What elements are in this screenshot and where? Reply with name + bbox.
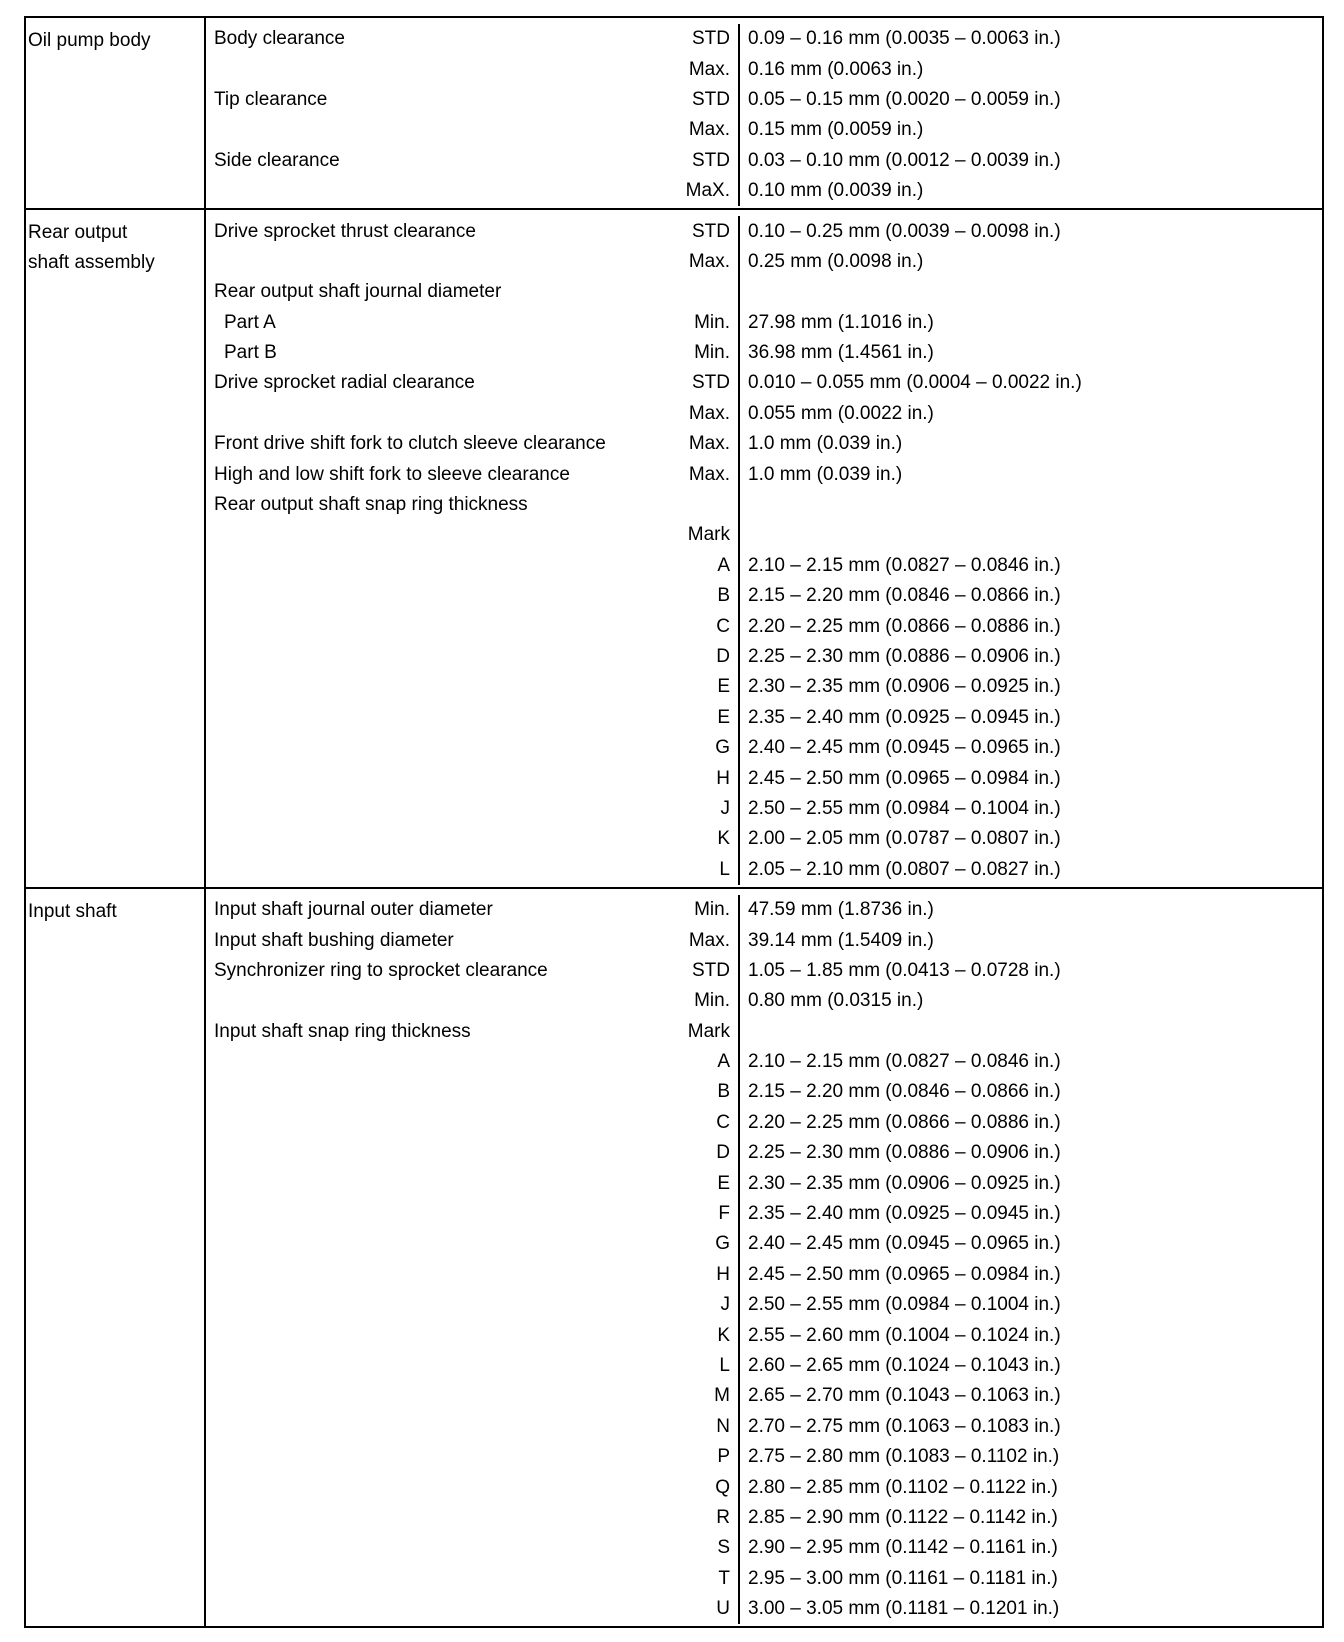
specification-table [24,16,1324,1628]
spec-value: 2.95 – 3.00 mm (0.1161 – 0.1181 in.) [738,1564,1322,1594]
spec-row [206,216,1322,246]
spec-value: 2.15 – 2.20 mm (0.0846 – 0.0866 in.) [738,581,1322,611]
spec-row [206,1351,1322,1381]
spec-row [206,1594,1322,1624]
spec-value: 0.055 mm (0.0022 in.) [738,399,1322,429]
spec-item: Input shaft snap ring thickness [214,1020,471,1042]
spec-type: STD [692,149,730,171]
spec-value: 2.25 – 2.30 mm (0.0886 – 0.0906 in.) [738,1138,1322,1168]
spec-type: Min. [694,990,730,1012]
spec-type: STD [692,959,730,981]
spec-type: H [716,767,730,789]
spec-row [206,1533,1322,1563]
spec-value: 2.85 – 2.90 mm (0.1122 – 0.1142 in.) [738,1503,1322,1533]
spec-value: 2.10 – 2.15 mm (0.0827 – 0.0846 in.) [738,551,1322,581]
spec-type: STD [692,220,730,242]
spec-item: Part B [224,342,277,364]
spec-value: 1.05 – 1.85 mm (0.0413 – 0.0728 in.) [738,956,1322,986]
spec-value: 0.15 mm (0.0059 in.) [738,115,1322,145]
spec-row [206,1381,1322,1411]
spec-value: 47.59 mm (1.8736 in.) [738,895,1322,925]
spec-row [206,551,1322,581]
spec-row [206,824,1322,854]
spec-row [206,459,1322,489]
spec-row [206,338,1322,368]
spec-value: 2.25 – 2.30 mm (0.0886 – 0.0906 in.) [738,642,1322,672]
spec-row [206,1503,1322,1533]
spec-row [206,1229,1322,1259]
spec-value: 39.14 mm (1.5409 in.) [738,925,1322,955]
spec-rows [206,889,1322,1626]
spec-item: Input shaft bushing diameter [214,929,454,951]
spec-item: Drive sprocket radial clearance [214,372,475,394]
component-name [26,18,206,208]
spec-value: 2.40 – 2.45 mm (0.0945 – 0.0965 in.) [738,733,1322,763]
spec-row [206,1047,1322,1077]
spec-row [206,277,1322,307]
spec-item: Input shaft journal outer diameter [214,899,493,921]
spec-type: E [717,1172,730,1194]
spec-section [26,18,1322,208]
spec-type: J [720,1294,730,1316]
spec-value: 2.90 – 2.95 mm (0.1142 – 0.1161 in.) [738,1533,1322,1563]
spec-type: K [717,828,730,850]
spec-value: 0.80 mm (0.0315 in.) [738,986,1322,1016]
spec-type: H [716,1263,730,1285]
spec-row [206,247,1322,277]
spec-type: R [716,1506,730,1528]
spec-row [206,146,1322,176]
spec-value [738,520,1322,550]
spec-row [206,763,1322,793]
spec-type: Min. [694,342,730,364]
spec-row [206,54,1322,84]
spec-type: MaX. [685,180,730,202]
component-name [26,889,206,1626]
spec-item: Part A [224,311,276,333]
spec-value: 0.05 – 0.15 mm (0.0020 – 0.0059 in.) [738,85,1322,115]
spec-type: L [719,858,730,880]
spec-row [206,733,1322,763]
spec-type: Min. [694,311,730,333]
spec-row [206,855,1322,885]
spec-value: 1.0 mm (0.039 in.) [738,459,1322,489]
spec-row [206,1320,1322,1350]
component-name-line: Rear output [28,222,128,244]
spec-type: E [717,676,730,698]
spec-type: Max. [688,119,730,141]
component-name-line: Oil pump body [28,30,151,51]
spec-item: Synchronizer ring to sprocket clearance [214,959,548,981]
spec-type: T [718,1567,730,1589]
spec-value: 0.09 – 0.16 mm (0.0035 – 0.0063 in.) [738,24,1322,54]
spec-row [206,1138,1322,1168]
spec-value: 0.16 mm (0.0063 in.) [738,54,1322,84]
spec-type: STD [692,28,730,50]
spec-row [206,85,1322,115]
spec-type: STD [692,88,730,110]
spec-value: 2.70 – 2.75 mm (0.1063 – 0.1083 in.) [738,1412,1322,1442]
spec-row [206,24,1322,54]
spec-value: 2.15 – 2.20 mm (0.0846 – 0.0866 in.) [738,1077,1322,1107]
spec-type: N [716,1415,730,1437]
spec-row [206,611,1322,641]
spec-value: 0.10 mm (0.0039 in.) [738,176,1322,206]
spec-row [206,794,1322,824]
spec-row [206,1199,1322,1229]
spec-value: 2.35 – 2.40 mm (0.0925 – 0.0945 in.) [738,703,1322,733]
spec-value: 27.98 mm (1.1016 in.) [738,308,1322,338]
spec-type: B [717,585,730,607]
spec-value: 2.65 – 2.70 mm (0.1043 – 0.1063 in.) [738,1381,1322,1411]
spec-value: 0.25 mm (0.0098 in.) [738,247,1322,277]
spec-type: F [718,1203,730,1225]
spec-row [206,581,1322,611]
spec-value: 0.010 – 0.055 mm (0.0004 – 0.0022 in.) [738,368,1322,398]
spec-value: 2.10 – 2.15 mm (0.0827 – 0.0846 in.) [738,1047,1322,1077]
spec-row [206,1564,1322,1594]
spec-row [206,490,1322,520]
spec-row [206,925,1322,955]
spec-type: Max. [688,250,730,272]
spec-value: 1.0 mm (0.039 in.) [738,429,1322,459]
spec-type: Max. [688,463,730,485]
spec-type: C [716,1111,730,1133]
spec-row [206,115,1322,145]
spec-value: 2.30 – 2.35 mm (0.0906 – 0.0925 in.) [738,672,1322,702]
spec-row [206,520,1322,550]
component-name-line: Input shaft [28,900,117,922]
spec-value [738,1017,1322,1047]
spec-rows [206,18,1322,208]
spec-value: 2.55 – 2.60 mm (0.1004 – 0.1024 in.) [738,1320,1322,1350]
spec-row [206,1442,1322,1472]
spec-value: 2.30 – 2.35 mm (0.0906 – 0.0925 in.) [738,1168,1322,1198]
spec-type: A [717,554,730,576]
spec-item: Rear output shaft journal diameter [214,281,502,303]
spec-value: 2.40 – 2.45 mm (0.0945 – 0.0965 in.) [738,1229,1322,1259]
spec-item: Body clearance [214,28,345,50]
spec-value: 36.98 mm (1.4561 in.) [738,338,1322,368]
spec-item: Front drive shift fork to clutch sleeve clearance [214,433,606,455]
spec-row [206,672,1322,702]
spec-row [206,1017,1322,1047]
spec-item: High and low shift fork to sleeve clearance [214,463,570,485]
spec-value [738,277,1322,307]
spec-type: Mark [687,1020,730,1042]
spec-row [206,895,1322,925]
spec-type: U [716,1598,730,1620]
spec-value: 2.50 – 2.55 mm (0.0984 – 0.1004 in.) [738,794,1322,824]
spec-section [26,887,1322,1626]
spec-row [206,308,1322,338]
spec-row [206,1108,1322,1138]
spec-type: J [720,797,730,819]
spec-type: STD [692,372,730,394]
spec-value: 2.60 – 2.65 mm (0.1024 – 0.1043 in.) [738,1351,1322,1381]
spec-value: 3.00 – 3.05 mm (0.1181 – 0.1201 in.) [738,1594,1322,1624]
spec-value: 2.35 – 2.40 mm (0.0925 – 0.0945 in.) [738,1199,1322,1229]
spec-value: 2.80 – 2.85 mm (0.1102 – 0.1122 in.) [738,1472,1322,1502]
spec-item: Drive sprocket thrust clearance [214,220,476,242]
spec-type: D [716,1142,730,1164]
spec-value: 2.20 – 2.25 mm (0.0866 – 0.0886 in.) [738,1108,1322,1138]
spec-type: E [717,706,730,728]
spec-row [206,368,1322,398]
spec-type: Max. [688,433,730,455]
spec-value: 2.75 – 2.80 mm (0.1083 – 0.1102 in.) [738,1442,1322,1472]
spec-row [206,986,1322,1016]
spec-row [206,1260,1322,1290]
spec-value: 2.50 – 2.55 mm (0.0984 – 0.1004 in.) [738,1290,1322,1320]
spec-value: 0.03 – 0.10 mm (0.0012 – 0.0039 in.) [738,146,1322,176]
spec-value: 2.20 – 2.25 mm (0.0866 – 0.0886 in.) [738,611,1322,641]
spec-type: Max. [688,929,730,951]
spec-row [206,1168,1322,1198]
spec-row [206,642,1322,672]
spec-type: B [717,1081,730,1103]
spec-row [206,429,1322,459]
spec-type: G [715,737,730,759]
spec-row [206,176,1322,206]
spec-item: Side clearance [214,149,340,171]
spec-row [206,1472,1322,1502]
spec-row [206,703,1322,733]
spec-row [206,1290,1322,1320]
spec-type: L [719,1354,730,1376]
spec-value [738,490,1322,520]
spec-rows [206,210,1322,887]
spec-type: S [717,1537,730,1559]
spec-item: Rear output shaft snap ring thickness [214,494,528,516]
spec-type: G [715,1233,730,1255]
spec-value: 2.45 – 2.50 mm (0.0965 – 0.0984 in.) [738,1260,1322,1290]
spec-type: D [716,646,730,667]
spec-type: K [717,1324,730,1346]
spec-value: 2.05 – 2.10 mm (0.0807 – 0.0827 in.) [738,855,1322,885]
spec-row [206,956,1322,986]
spec-value: 2.45 – 2.50 mm (0.0965 – 0.0984 in.) [738,763,1322,793]
spec-type: Max. [688,402,730,424]
spec-section [26,208,1322,887]
spec-type: Min. [694,899,730,921]
spec-item: Tip clearance [214,88,328,110]
spec-row [206,399,1322,429]
spec-value: 2.00 – 2.05 mm (0.0787 – 0.0807 in.) [738,824,1322,854]
spec-type: M [714,1385,730,1407]
spec-type: Q [715,1476,730,1498]
component-name [26,210,206,887]
spec-type: Max. [688,58,730,80]
spec-type: C [716,615,730,637]
spec-type: Mark [687,524,730,546]
spec-value: 0.10 – 0.25 mm (0.0039 – 0.0098 in.) [738,216,1322,246]
component-name-line: shaft assembly [28,252,155,274]
spec-row [206,1412,1322,1442]
spec-type: P [717,1446,730,1468]
spec-type: A [717,1051,730,1073]
spec-row [206,1077,1322,1107]
